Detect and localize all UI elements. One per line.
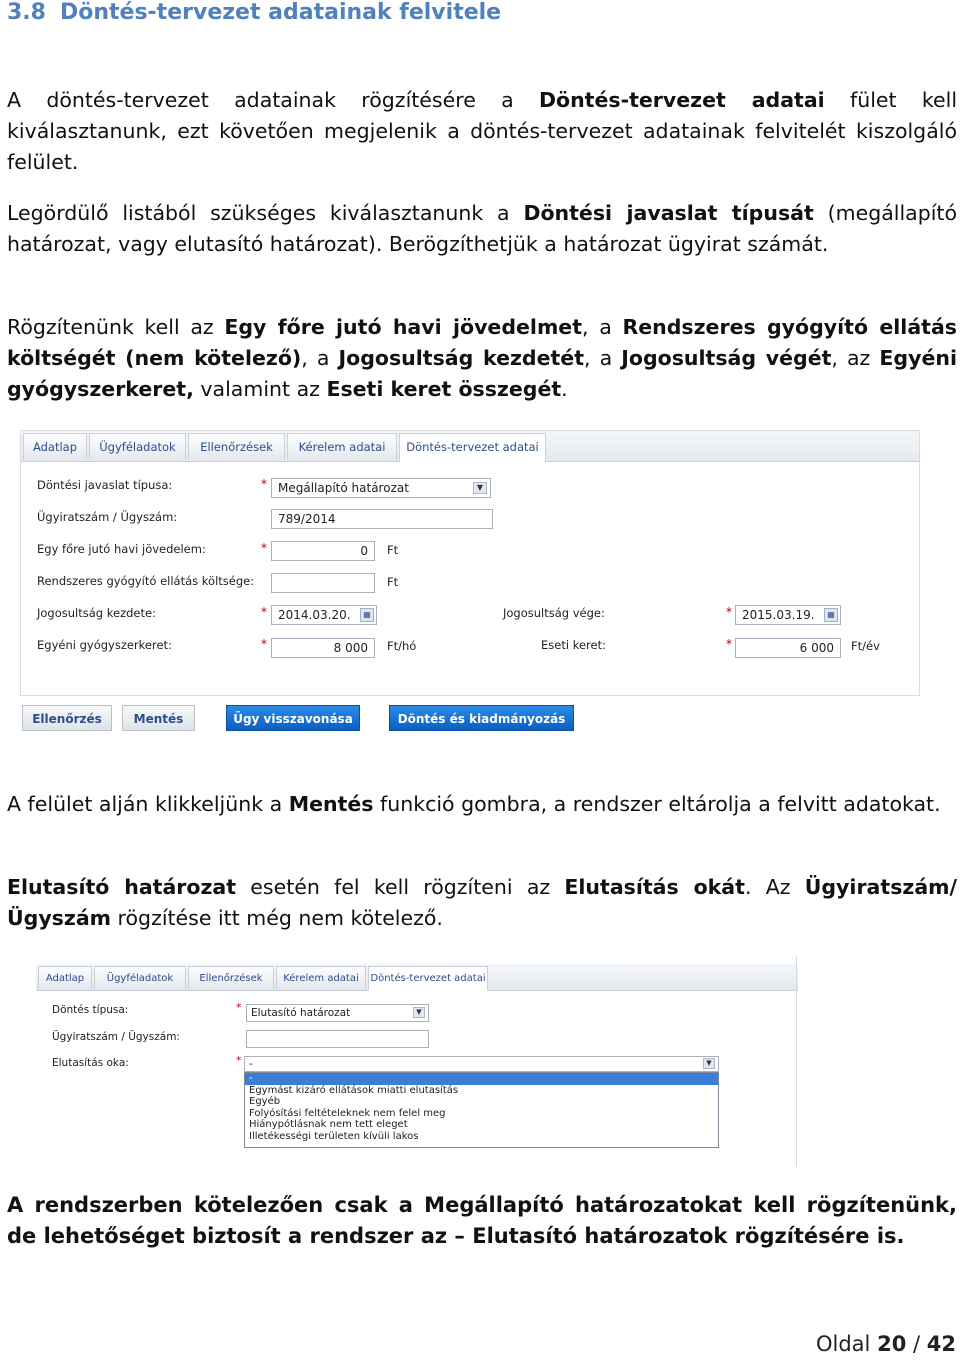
chevron-down-icon[interactable]: ▼ (703, 1058, 715, 1069)
case-number-input[interactable] (246, 1030, 429, 1048)
text: Legördülő listából szükséges kiválasztanunk a (7, 201, 524, 225)
dropdown-option[interactable]: Folyósítási feltételeknek nem felel meg (249, 1107, 446, 1119)
text: Rögzítenünk kell az (7, 315, 225, 339)
label-elutasitas-oka: Elutasítás oka: (52, 1057, 129, 1069)
tab-ellenorzesek[interactable]: Ellenőrzések (188, 966, 274, 989)
text: , a (582, 315, 623, 339)
required-mark: * (236, 1001, 242, 1014)
section-heading (7, 0, 501, 25)
text: (megállapító határozat, vagy elutasító határozat). Berögzíthetjük a határozat ügyirat számát. (7, 201, 958, 256)
tab-kerelem-adatai[interactable]: Kérelem adatai (276, 966, 366, 989)
paragraph-required-fields (7, 312, 957, 405)
dropdown-option[interactable]: - (245, 1073, 718, 1085)
decision-type-select[interactable] (246, 1004, 429, 1022)
date-value: 2014.03.20. (278, 608, 351, 622)
text: , az (831, 346, 880, 370)
text: rögzítése itt még nem kötelező. (111, 906, 443, 930)
decide-and-issue-button[interactable]: Döntés és kiadmányozás (389, 705, 574, 731)
date-value: 2015.03.19. (742, 608, 815, 622)
emphasis: Jogosultság kezdetét (338, 346, 585, 370)
emphasis: Mentés (288, 792, 374, 816)
tab-adatlap[interactable]: Adatlap (38, 966, 92, 989)
case-number-input[interactable]: 789/2014 (271, 509, 493, 529)
page-number: 20 (877, 1332, 907, 1356)
unit-label: Ft/év (851, 639, 880, 653)
save-button[interactable]: Mentés (122, 705, 195, 731)
tab-bar (36, 964, 798, 991)
personal-drug-budget-input[interactable]: 8 000 (271, 638, 375, 658)
paragraph-dropdown (7, 198, 957, 260)
divider (796, 956, 797, 1166)
required-mark: * (261, 541, 267, 555)
required-mark: * (261, 605, 267, 619)
chevron-down-icon[interactable]: ▼ (413, 1007, 425, 1018)
dropdown-option[interactable]: Egyéb (249, 1096, 281, 1107)
text: A döntés-tervezet adatainak rögzítésére a (7, 88, 539, 112)
calendar-icon[interactable]: ▦ (824, 608, 838, 622)
text: , a (584, 346, 622, 370)
required-mark: * (236, 1054, 242, 1067)
dropdown-option[interactable]: Egymást kizáró ellátások miatti elutasítás (249, 1084, 459, 1096)
text: funkció gombra, a rendszer eltárolja a felvitt adatokat. (373, 792, 941, 816)
emphasis: Jogosultság végét (621, 346, 832, 370)
eligibility-start-input[interactable] (271, 605, 377, 625)
tab-dontes-tervezet-adatai[interactable]: Döntés-tervezet adatai (399, 433, 546, 462)
required-mark: * (261, 637, 267, 651)
label-rendszeres: Rendszeres gyógyító ellátás költsége: (37, 574, 255, 588)
unit-label: Ft (387, 575, 399, 589)
label-gyogyszerkeret: Egyéni gyógyszerkeret: (37, 638, 172, 652)
paragraph-rejection (7, 872, 957, 934)
monthly-income-input[interactable]: 0 (271, 541, 375, 561)
section-title: Döntés-tervezet adatainak felvitele (59, 0, 502, 25)
emphasis: Elutasító határozat (7, 875, 237, 899)
text: A felület alján klikkeljünk a (7, 792, 289, 816)
decision-type-select[interactable] (271, 478, 491, 498)
select-value: Elutasító határozat (251, 1007, 351, 1019)
required-mark: * (726, 637, 732, 651)
text: . (561, 377, 568, 401)
eligibility-end-input[interactable] (735, 605, 841, 625)
rejection-form-screenshot (22, 956, 798, 1166)
calendar-icon[interactable]: ▦ (360, 608, 374, 622)
label-eseti: Eseti keret: (541, 638, 606, 652)
tab-kerelem-adatai[interactable]: Kérelem adatai (287, 433, 397, 460)
required-mark: * (261, 477, 267, 491)
label-kezdete: Jogosultság kezdete: (37, 606, 156, 620)
emphasis: Egy főre jutó havi jövedelmet (224, 315, 583, 339)
withdraw-case-button[interactable]: Ügy visszavonása (226, 705, 360, 731)
label-ugyiratszam: Ügyiratszám / Ügyszám: (52, 1031, 180, 1043)
text: fület kell kiválasztanunk, ezt követően megjelenik a döntés-tervezet adatainak felvitelét kiszolgáló felület. (7, 88, 958, 174)
decision-draft-form-screenshot (20, 430, 920, 696)
label-vege: Jogosultság vége: (503, 606, 605, 620)
occasional-budget-input[interactable]: 6 000 (735, 638, 841, 658)
paragraph-mandatory-note: A rendszerben kötelezően csak a Megállapító határozatokat kell rögzítenünk, de lehetőséget biztosít a rendszer az – Elutasító határozatok rögzítésére is. (7, 1193, 957, 1248)
emphasis: Rendszeres gyógyító ellátás költségét (nem kötelező) (7, 315, 957, 370)
regular-care-cost-input[interactable] (271, 573, 375, 593)
dropdown-option[interactable]: Illetékességi területen kívüli lakos (249, 1130, 419, 1142)
text: esetén fel kell rögzíteni az (236, 875, 565, 899)
select-value: Megállapító határozat (278, 481, 409, 495)
label-jovedelem: Egy főre jutó havi jövedelem: (37, 542, 206, 556)
required-mark: * (726, 605, 732, 619)
label-dontesi-tipus: Döntési javaslat típusa: (37, 478, 173, 492)
tab-adatlap[interactable]: Adatlap (23, 433, 87, 460)
text: valamint az (193, 377, 327, 401)
text: , a (301, 346, 339, 370)
label-dontes-tipusa: Döntés típusa: (52, 1004, 129, 1016)
select-value: - (249, 1058, 253, 1070)
emphasis: Eseti keret összegét (326, 377, 562, 401)
page-total: 42 (926, 1332, 956, 1356)
check-button[interactable]: Ellenőrzés (22, 705, 112, 731)
emphasis: Döntés-tervezet adatai (538, 88, 825, 112)
emphasis: Elutasítás okát (564, 875, 745, 899)
tab-ellenorzesek[interactable]: Ellenőrzések (188, 433, 285, 460)
chevron-down-icon[interactable]: ▼ (473, 482, 487, 494)
dropdown-option[interactable]: Hiánypótlásnak nem tett eleget (249, 1119, 408, 1130)
tab-ugyfeladatok[interactable]: Ügyféladatok (89, 433, 186, 460)
page-separator: / (913, 1332, 921, 1356)
page-label: Oldal (815, 1332, 871, 1356)
rejection-reason-dropdown-list (244, 1072, 719, 1148)
tab-bar (21, 431, 919, 462)
text: . Az (744, 875, 805, 899)
tab-ugyfeladatok[interactable]: Ügyféladatok (94, 966, 186, 989)
label-ugyiratszam: Ügyiratszám / Ügyszám: (37, 510, 178, 524)
paragraph-save (7, 789, 957, 820)
page-footer (816, 1332, 956, 1356)
emphasis: Ügyiratszám/Ügyszám (7, 875, 958, 930)
emphasis: Döntési javaslat típusát (523, 201, 814, 225)
section-number: 3.8 (7, 0, 46, 25)
rejection-reason-select[interactable] (244, 1056, 719, 1072)
emphasis: Egyéni gyógyszerkeret, (7, 346, 957, 401)
unit-label: Ft (387, 543, 399, 557)
unit-label: Ft/hó (387, 639, 417, 653)
paragraph-intro (7, 85, 957, 178)
tab-dontes-tervezet-adatai[interactable]: Döntés-tervezet adatai (368, 966, 488, 991)
